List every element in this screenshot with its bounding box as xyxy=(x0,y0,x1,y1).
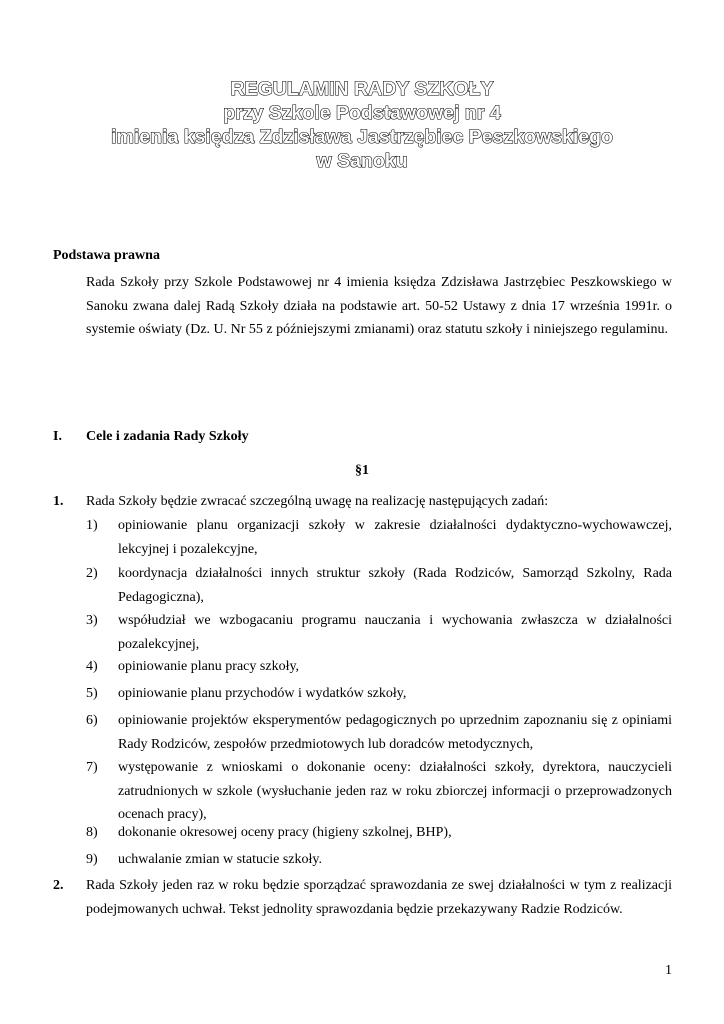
task-number: 6) xyxy=(86,713,98,728)
task-text: dokonanie okresowej oceny pracy (higieny szkolnej, BHP), xyxy=(118,825,452,840)
point-1-number: 1. xyxy=(53,494,64,509)
task-text: współudział we wzbogacaniu programu nauczania i wychowania zwłaszcza w działalności pozalekcyjnej, xyxy=(118,613,672,652)
task-text: opiniowanie projektów eksperymentów pedagogicznych po uprzednim zapoznaniu się z opiniami Rady Rodziców, zespołów przedmiotowych lub doradców metodycznych, xyxy=(118,713,672,752)
title-line-3: imienia księdza Zdzisława Jastrzębiec Peszkowskiego xyxy=(111,126,613,148)
legal-basis-text: Rada Szkoły przy Szkole Podstawowej nr 4 imienia księdza Zdzisława Jastrzębiec Peszkowskiego w Sanoku zwana dalej Radą Szkoły działa na podstawie art. 50-52 Ustawy z dnia 17 września 1991r. o systemie oświaty (Dz. U. Nr 55 z późniejszymi zmianami) oraz statutu szkoły i niniejszego regulaminu. xyxy=(86,275,672,338)
task-text: uchwalanie zmian w statucie szkoły. xyxy=(118,852,322,867)
page-number: 1 xyxy=(665,963,672,978)
task-number: 3) xyxy=(86,613,98,628)
point-1-text: Rada Szkoły będzie zwracać szczególną uwagę na realizację następujących zadań: xyxy=(86,494,549,509)
task-text: opiniowanie planu pracy szkoły, xyxy=(118,659,300,674)
title-line-4: w Sanoku xyxy=(316,150,408,172)
point-2-text: Rada Szkoły jeden raz w roku będzie sporządzać sprawozdania ze swej działalności w tym z realizacji podejmowanych uchwał. Tekst jednolity sprawozdania będzie przekazywany Radzie Rodziców. xyxy=(86,878,672,917)
task-number: 5) xyxy=(86,686,98,701)
section-numeral: I. xyxy=(53,429,62,444)
task-text: opiniowanie planu organizacji szkoły w zakresie działalności dydaktyczno-wychowawczej, lekcyjnej i pozalekcyjne, xyxy=(118,518,672,557)
point-2-number: 2. xyxy=(53,878,64,893)
title-line-1: REGULAMIN RADY SZKOŁY xyxy=(230,78,494,100)
task-number: 2) xyxy=(86,566,98,581)
task-number: 9) xyxy=(86,852,98,867)
task-text: występowanie z wnioskami o dokonanie oceny: działalności szkoły, dyrektora, nauczycieli zatrudnionych w szkole (wysłuchanie jeden raz w roku zbiorczej informacji o przeprowadzonych ocenach pracy), xyxy=(118,760,672,823)
title-line-2: przy Szkole Podstawowej nr 4 xyxy=(223,102,501,124)
task-number: 8) xyxy=(86,825,98,840)
task-number: 4) xyxy=(86,659,98,674)
task-text: koordynacja działalności innych struktur szkoły (Rada Rodziców, Samorząd Szkolny, Rada Pedagogiczna), xyxy=(118,566,672,605)
task-text: opiniowanie planu przychodów i wydatków szkoły, xyxy=(118,686,407,701)
task-number: 7) xyxy=(86,760,98,775)
legal-basis-heading: Podstawa prawna xyxy=(53,248,160,263)
task-number: 1) xyxy=(86,518,98,533)
section-heading: Cele i zadania Rady Szkoły xyxy=(86,429,249,444)
document-title xyxy=(0,78,724,174)
paragraph-sign: §1 xyxy=(355,463,369,478)
